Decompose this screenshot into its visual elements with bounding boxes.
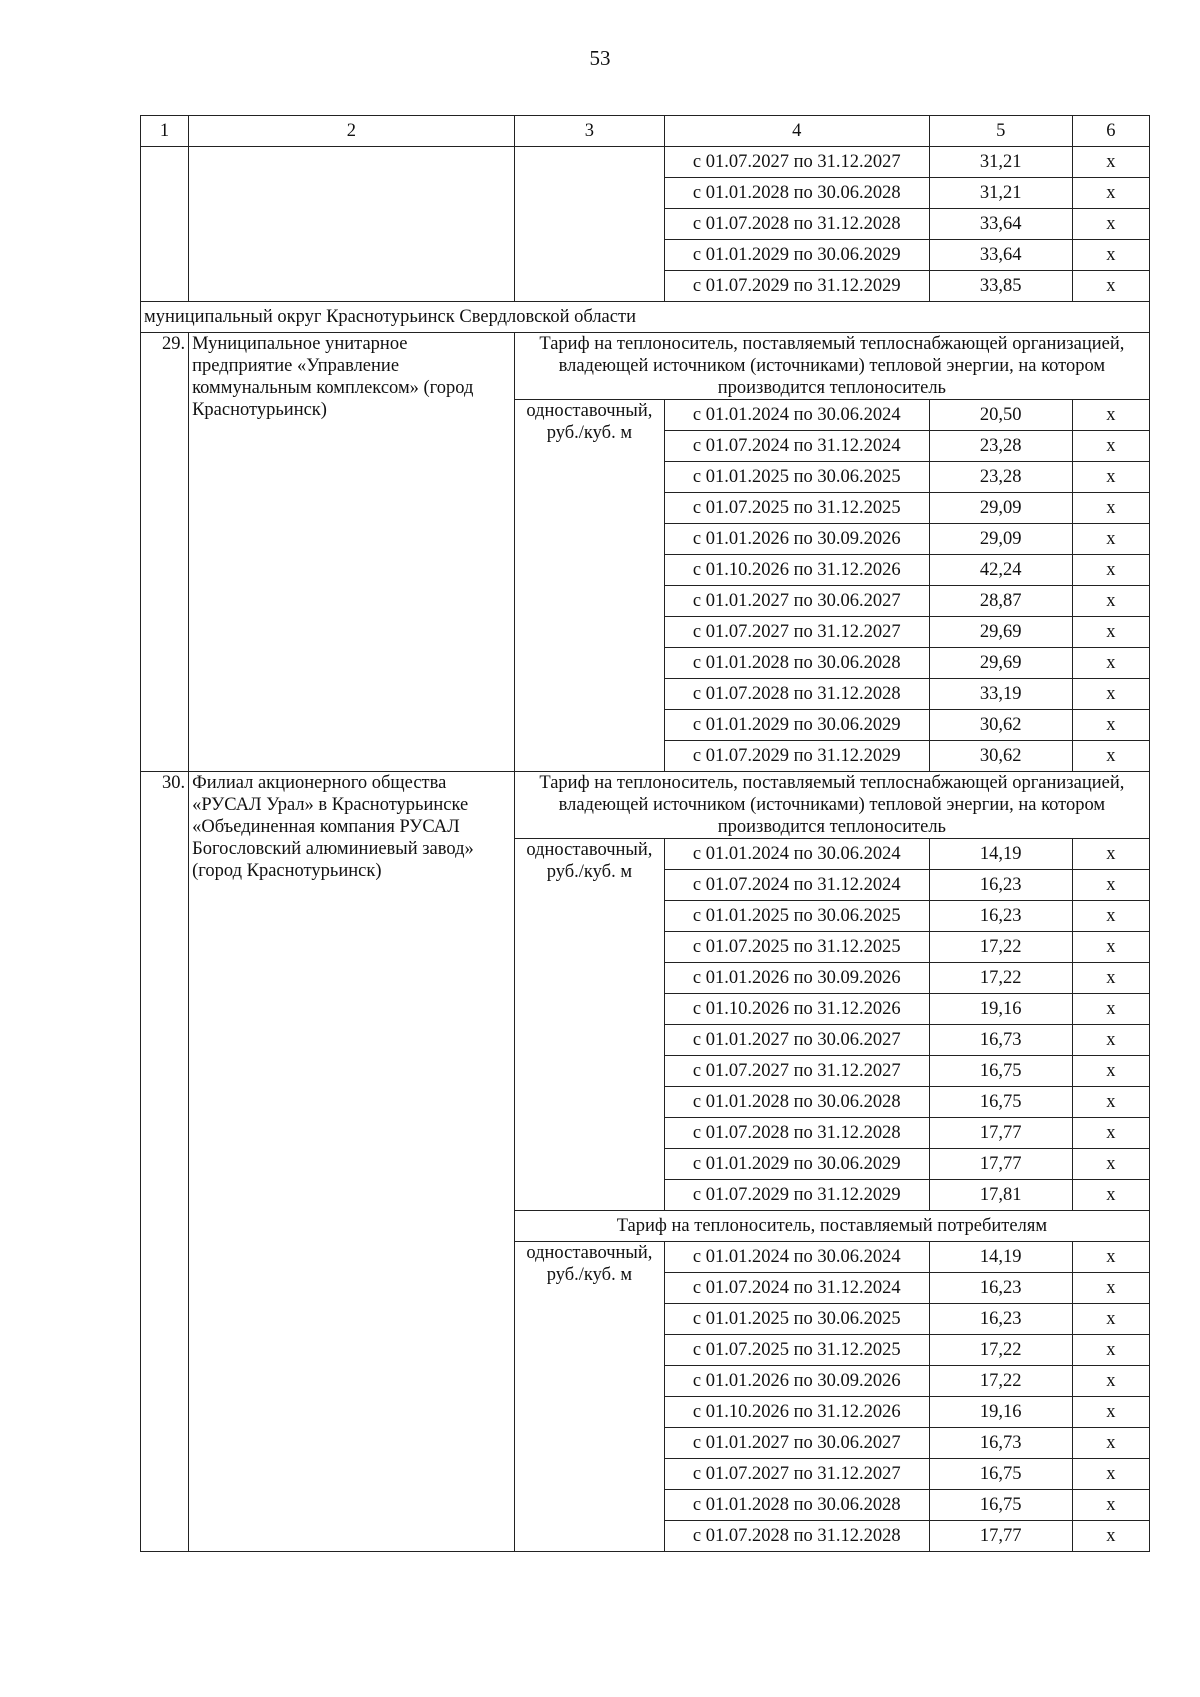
value-cell: 16,75 — [929, 1087, 1072, 1118]
mark-cell: x — [1072, 493, 1149, 524]
mark-cell: x — [1072, 271, 1149, 302]
value-cell: 17,22 — [929, 1366, 1072, 1397]
column-number-3: 3 — [514, 116, 664, 147]
column-number-1: 1 — [141, 116, 189, 147]
region-title: муниципальный округ Краснотурьинск Свердловской области — [141, 302, 1150, 333]
mark-cell: x — [1072, 648, 1149, 679]
value-cell: 16,75 — [929, 1490, 1072, 1521]
period-cell: с 01.01.2028 по 30.06.2028 — [665, 648, 930, 679]
mark-cell: x — [1072, 1490, 1149, 1521]
mark-cell: x — [1072, 870, 1149, 901]
period-cell: с 01.01.2027 по 30.06.2027 — [665, 586, 930, 617]
mark-cell: x — [1072, 209, 1149, 240]
unit-cell — [514, 147, 664, 302]
value-cell: 33,64 — [929, 209, 1072, 240]
value-cell: 31,21 — [929, 178, 1072, 209]
value-cell: 31,21 — [929, 147, 1072, 178]
value-cell: 30,62 — [929, 741, 1072, 772]
mark-cell: x — [1072, 1118, 1149, 1149]
value-cell: 29,09 — [929, 524, 1072, 555]
period-cell: с 01.01.2024 по 30.06.2024 — [665, 400, 930, 431]
mark-cell: x — [1072, 240, 1149, 271]
column-number-row — [141, 116, 1150, 147]
mark-cell: x — [1072, 524, 1149, 555]
value-cell: 17,77 — [929, 1118, 1072, 1149]
period-cell: с 01.10.2026 по 31.12.2026 — [665, 1397, 930, 1428]
mark-cell: x — [1072, 1056, 1149, 1087]
period-cell: с 01.07.2024 по 31.12.2024 — [665, 431, 930, 462]
period-cell: с 01.01.2028 по 30.06.2028 — [665, 178, 930, 209]
period-cell: с 01.07.2024 по 31.12.2024 — [665, 870, 930, 901]
value-cell: 17,22 — [929, 1335, 1072, 1366]
mark-cell: x — [1072, 1149, 1149, 1180]
value-cell: 17,81 — [929, 1180, 1072, 1211]
value-cell: 30,62 — [929, 710, 1072, 741]
mark-cell: x — [1072, 1273, 1149, 1304]
period-cell: с 01.07.2025 по 31.12.2025 — [665, 932, 930, 963]
value-cell: 29,69 — [929, 617, 1072, 648]
mark-cell: x — [1072, 555, 1149, 586]
period-cell: с 01.07.2028 по 31.12.2028 — [665, 209, 930, 240]
period-cell: с 01.07.2025 по 31.12.2025 — [665, 493, 930, 524]
value-cell: 16,23 — [929, 870, 1072, 901]
value-cell: 17,22 — [929, 963, 1072, 994]
tariff-table-body — [141, 116, 1150, 1552]
column-number-6: 6 — [1072, 116, 1149, 147]
mark-cell: x — [1072, 431, 1149, 462]
value-cell: 19,16 — [929, 1397, 1072, 1428]
period-cell: с 01.07.2028 по 31.12.2028 — [665, 679, 930, 710]
column-number-4: 4 — [665, 116, 930, 147]
mark-cell: x — [1072, 1025, 1149, 1056]
tariff-table — [140, 115, 1150, 1552]
column-number-5: 5 — [929, 116, 1072, 147]
mark-cell: x — [1072, 1242, 1149, 1273]
value-cell: 33,19 — [929, 679, 1072, 710]
tariff-unit: одноставочный, руб./куб. м — [514, 400, 664, 772]
period-cell: с 01.07.2027 по 31.12.2027 — [665, 1459, 930, 1490]
period-cell: с 01.01.2028 по 30.06.2028 — [665, 1490, 930, 1521]
mark-cell: x — [1072, 617, 1149, 648]
value-cell: 14,19 — [929, 839, 1072, 870]
period-cell: с 01.01.2025 по 30.06.2025 — [665, 901, 930, 932]
org-name: Муниципальное унитарное предприятие «Управление коммунальным комплексом» (город Краснотурьинск) — [189, 333, 515, 772]
tariff-unit: одноставочный, руб./куб. м — [514, 839, 664, 1211]
period-cell: с 01.01.2026 по 30.09.2026 — [665, 524, 930, 555]
period-cell: с 01.01.2025 по 30.06.2025 — [665, 1304, 930, 1335]
value-cell: 19,16 — [929, 994, 1072, 1025]
value-cell: 16,75 — [929, 1056, 1072, 1087]
mark-cell: x — [1072, 1304, 1149, 1335]
period-cell: с 01.07.2029 по 31.12.2029 — [665, 1180, 930, 1211]
tariff-header-row — [141, 333, 1150, 400]
mark-cell: x — [1072, 710, 1149, 741]
period-cell: с 01.01.2025 по 30.06.2025 — [665, 462, 930, 493]
tariff-unit: одноставочный, руб./куб. м — [514, 1242, 664, 1552]
org-name: Филиал акционерного общества «РУСАЛ Урал» в Краснотурьинске «Объединенная компания РУСАЛ Богословский алюминиевый завод» (город Краснотурьинск) — [189, 772, 515, 1552]
mark-cell: x — [1072, 1397, 1149, 1428]
value-cell: 14,19 — [929, 1242, 1072, 1273]
tariff-header-row — [141, 772, 1150, 839]
org-name-cell — [189, 147, 515, 302]
mark-cell: x — [1072, 741, 1149, 772]
mark-cell: x — [1072, 679, 1149, 710]
period-cell: с 01.01.2026 по 30.09.2026 — [665, 963, 930, 994]
mark-cell: x — [1072, 1335, 1149, 1366]
entry-number: 30. — [141, 772, 189, 1552]
value-cell: 17,77 — [929, 1149, 1072, 1180]
mark-cell: x — [1072, 178, 1149, 209]
value-cell: 28,87 — [929, 586, 1072, 617]
value-cell: 20,50 — [929, 400, 1072, 431]
mark-cell: x — [1072, 586, 1149, 617]
period-cell: с 01.07.2029 по 31.12.2029 — [665, 271, 930, 302]
period-cell: с 01.07.2028 по 31.12.2028 — [665, 1521, 930, 1552]
value-cell: 29,69 — [929, 648, 1072, 679]
value-cell: 16,75 — [929, 1459, 1072, 1490]
mark-cell: x — [1072, 462, 1149, 493]
mark-cell: x — [1072, 1087, 1149, 1118]
mark-cell: x — [1072, 1521, 1149, 1552]
period-cell: с 01.01.2028 по 30.06.2028 — [665, 1087, 930, 1118]
mark-cell: x — [1072, 1459, 1149, 1490]
period-cell: с 01.01.2029 по 30.06.2029 — [665, 1149, 930, 1180]
period-cell: с 01.01.2027 по 30.06.2027 — [665, 1428, 930, 1459]
mark-cell: x — [1072, 839, 1149, 870]
value-cell: 33,85 — [929, 271, 1072, 302]
mark-cell: x — [1072, 994, 1149, 1025]
value-cell: 17,77 — [929, 1521, 1072, 1552]
mark-cell: x — [1072, 932, 1149, 963]
tariff-header: Тариф на теплоноситель, поставляемый теплоснабжающей организацией, владеющей источником (источниками) тепловой энергии, на котором производится теплоноситель — [514, 772, 1149, 839]
value-cell: 23,28 — [929, 431, 1072, 462]
period-cell: с 01.07.2027 по 31.12.2027 — [665, 1056, 930, 1087]
mark-cell: x — [1072, 1428, 1149, 1459]
tariff-row — [141, 147, 1150, 178]
period-cell: с 01.07.2027 по 31.12.2027 — [665, 147, 930, 178]
period-cell: с 01.07.2025 по 31.12.2025 — [665, 1335, 930, 1366]
period-cell: с 01.07.2024 по 31.12.2024 — [665, 1273, 930, 1304]
mark-cell: x — [1072, 1366, 1149, 1397]
period-cell: с 01.01.2027 по 30.06.2027 — [665, 1025, 930, 1056]
mark-cell: x — [1072, 963, 1149, 994]
region-row — [141, 302, 1150, 333]
period-cell: с 01.07.2027 по 31.12.2027 — [665, 617, 930, 648]
period-cell: с 01.01.2029 по 30.06.2029 — [665, 240, 930, 271]
value-cell: 16,23 — [929, 1273, 1072, 1304]
value-cell: 29,09 — [929, 493, 1072, 524]
period-cell: с 01.01.2029 по 30.06.2029 — [665, 710, 930, 741]
tariff-header: Тариф на теплоноситель, поставляемый теплоснабжающей организацией, владеющей источником (источниками) тепловой энергии, на котором производится теплоноситель — [514, 333, 1149, 400]
period-cell: с 01.10.2026 по 31.12.2026 — [665, 994, 930, 1025]
value-cell: 16,73 — [929, 1025, 1072, 1056]
value-cell: 33,64 — [929, 240, 1072, 271]
period-cell: с 01.07.2029 по 31.12.2029 — [665, 741, 930, 772]
mark-cell: x — [1072, 147, 1149, 178]
value-cell: 23,28 — [929, 462, 1072, 493]
mark-cell: x — [1072, 901, 1149, 932]
page-number: 53 — [589, 46, 611, 70]
value-cell: 42,24 — [929, 555, 1072, 586]
entry-number: 29. — [141, 333, 189, 772]
period-cell: с 01.01.2024 по 30.06.2024 — [665, 1242, 930, 1273]
value-cell: 16,23 — [929, 1304, 1072, 1335]
value-cell: 16,23 — [929, 901, 1072, 932]
entry-number-cell — [141, 147, 189, 302]
period-cell: с 01.07.2028 по 31.12.2028 — [665, 1118, 930, 1149]
period-cell: с 01.10.2026 по 31.12.2026 — [665, 555, 930, 586]
tariff-header: Тариф на теплоноситель, поставляемый потребителям — [514, 1211, 1149, 1242]
value-cell: 16,73 — [929, 1428, 1072, 1459]
mark-cell: x — [1072, 400, 1149, 431]
value-cell: 17,22 — [929, 932, 1072, 963]
column-number-2: 2 — [189, 116, 515, 147]
period-cell: с 01.01.2026 по 30.09.2026 — [665, 1366, 930, 1397]
period-cell: с 01.01.2024 по 30.06.2024 — [665, 839, 930, 870]
mark-cell: x — [1072, 1180, 1149, 1211]
